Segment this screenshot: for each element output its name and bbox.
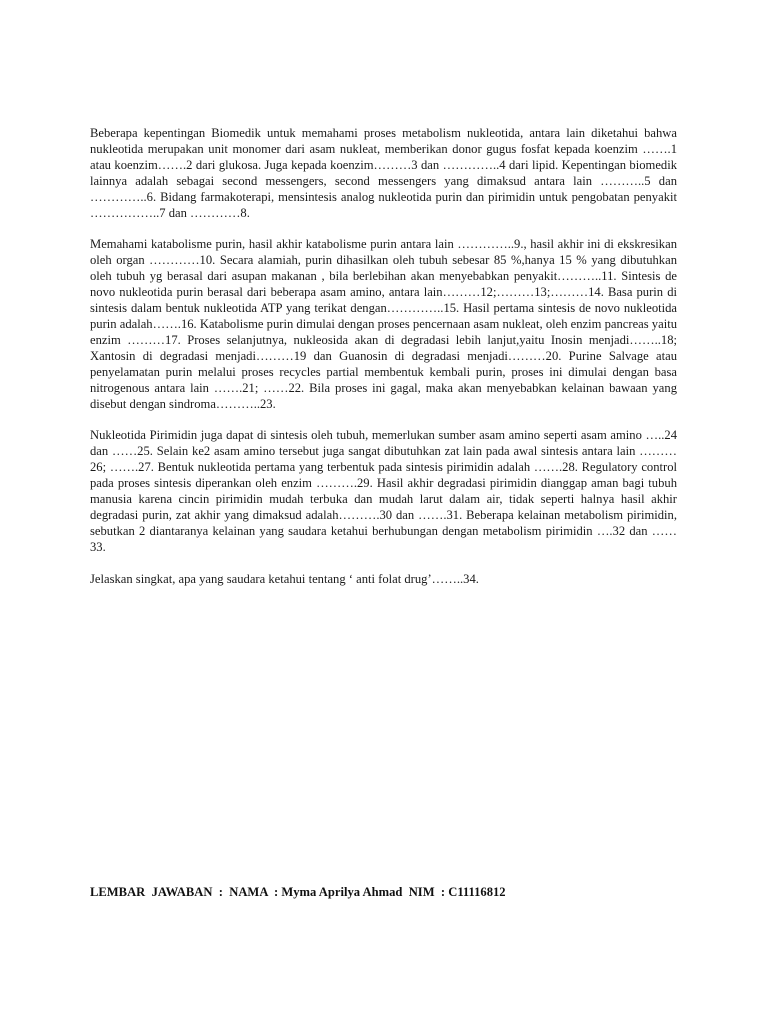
document-body (90, 126, 677, 604)
paragraph-katabolisme-purin: Memahami katabolisme purin, hasil akhir katabolisme purin antara lain …………..9., hasil akhir ini di ekskresikan oleh organ …………10. Secara alamiah, purin dihasilkan oleh tubuh sebesar 85 %,hanya 15 % yang dibutuhkan oleh tubuh yg berasal dari asupan makanan , bila berlebihan akan menyebabkan penyakit………..11. Sintesis de novo nukleotida purin berasal dari beberapa asam amino, antara lain………12;………13;………14. Basa purin di sintesis dalam bentuk nukleotida ATP yang terikat dengan…………..15. Hasil pertama sintesis de novo nukleotida purin adalah…….16. Katabolisme purin dimulai dengan proses pencernaan asam nukleat, oleh enzim pancreas yaitu enzim ………17. Proses selanjutnya, nukleosida akan di degradasi lebih lanjut,yaitu Inosin menjadi……..18; Xantosin di degradasi menjadi………19 dan Guanosin di degradasi menjadi………20. Purine Salvage atau penyelamatan purin melalui proses recycles partial membentuk kembali purin, proses ini dimulai dengan basa nitrogenous antara lain …….21; ……22. Bila proses ini gagal, maka akan menyebabkan kelainan bawaan yang disebut dengan sindroma………..23. (90, 237, 677, 411)
paragraph-biomedik: Beberapa kepentingan Biomedik untuk memahami proses metabolism nukleotida, antara lain diketahui bahwa nukleotida merupakan unit monomer dari asam nukleat, memberikan donor gugus fosfat kepada koenzim …….1 atau koenzim…….2 dari glukosa. Juga kepada koenzim………3 dan …………..4 dari lipid. Kepentingan biomedik lainnya adalah sebagai second messengers, second messengers yang dimaksud antara lain ………..5 dan …………..6. Bidang farmakoterapi, mensintesis analog nukleotida purin dan pirimidin untuk pengobatan penyakit ……………..7 dan …………8. (90, 126, 677, 220)
paragraph-pirimidin: Nukleotida Pirimidin juga dapat di sintesis oleh tubuh, memerlukan sumber asam amino seperti asam amino …..24 dan ……25. Selain ke2 asam amino tersebut juga sangat dibutuhkan zat lain pada awal sintesis antara lain ………26; …….27. Bentuk nukleotida pertama yang terbentuk pada sintesis pirimidin adalah …….28. Regulatory control pada proses sintesis diperankan oleh enzim ……….29. Hasil akhir degradasi pirimidin dianggap aman bagi tubuh manusia karena cincin pirimidin mudah terbuka dan mudah larut dalam air, tidak seperti halnya hasil akhir degradasi purin, zat akhir yang dimaksud adalah……….30 dan …….31. Beberapa kelainan metabolism pirimidin, sebutkan 2 diantaranya kelainan yang saudara ketahui berhubungan dengan metabolism pirimidin ….32 dan ……33. (90, 428, 677, 554)
answer-sheet-footer: LEMBAR JAWABAN : NAMA : Myma Aprilya Ahmad NIM : C11116812 (90, 885, 506, 899)
paragraph-anti-folat: Jelaskan singkat, apa yang saudara ketahui tentang ‘ anti folat drug’……..34. (90, 571, 479, 586)
